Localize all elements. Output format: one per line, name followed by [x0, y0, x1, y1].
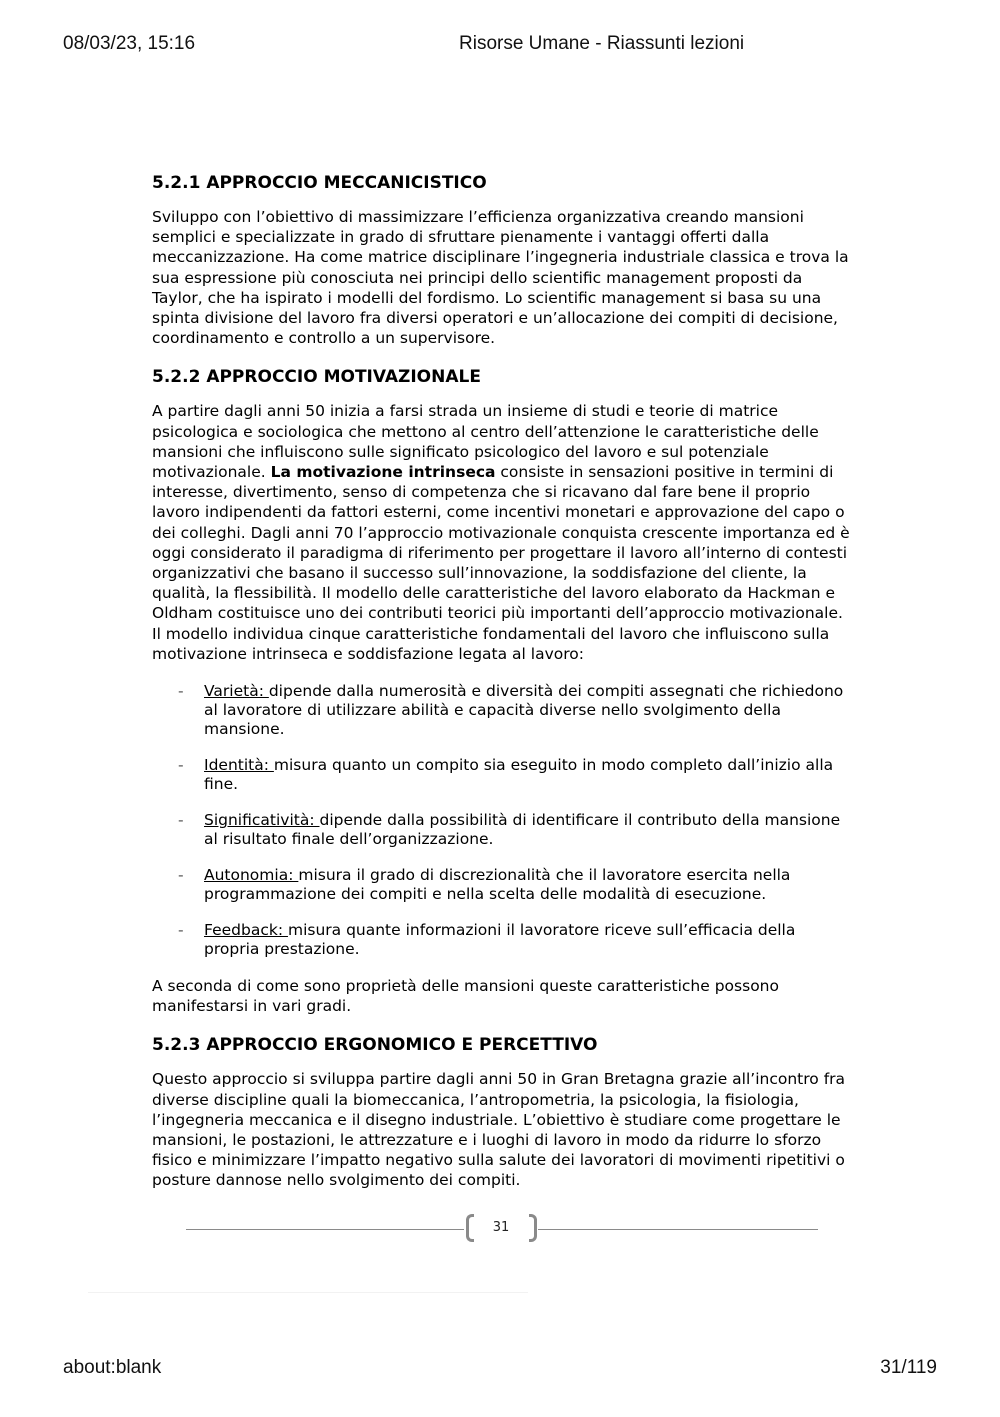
section-heading-5-2-3: 5.2.3 APPROCCIO ERGONOMICO E PERCETTIVO: [152, 1035, 598, 1056]
print-header: [0, 33, 1000, 63]
paragraph-text: consiste in sensazioni positive in termini di interesse, divertimento, senso di competenza che si ricavano dal fare bene il proprio lavoro indipendenti da fattori esterni, come incentivi monetari e approvazione del capo o dei colleghi. Dagli anni 70 l’approccio motivazionale conquista crescente importanza ed è oggi considerato il paradigma di riferimento per progettare il lavoro all’interno di contesti organizzativi che basano il successo sull’innovazione, la soddisfazione del cliente, la qualità, la flessibilità. Il modello delle caratteristiche del lavoro elaborato da Hackman e Oldham costituisce uno dei contributi teorici più importanti dell’approccio motivazionale. Il modello individua cinque caratteristiche fondamentali del lavoro che influiscono sulla motivazione intrinseca e soddisfazione legata al lavoro:: [152, 463, 850, 663]
list-item-term: Feedback:: [204, 921, 288, 940]
list-item: [152, 921, 854, 959]
list-item: [152, 682, 854, 739]
section-paragraph-5-2-2: [152, 401, 854, 664]
job-characteristics-list: [152, 682, 854, 959]
list-item-description: dipende dalla numerosità e diversità dei compiti assegnati che richiedono al lavoratore di utilizzare abilità e capacità diverse nello svolgimento della mansione.: [204, 682, 844, 739]
print-footer: [0, 1357, 1000, 1387]
document-body: [152, 172, 854, 1209]
list-item-description: misura quante informazioni il lavoratore riceve sull’efficacia della propria prestazione.: [204, 921, 796, 959]
list-item: [152, 811, 854, 849]
list-item-term: Autonomia:: [204, 866, 299, 885]
left-bracket-icon: [466, 1214, 474, 1242]
page-number-ornament: [186, 1212, 818, 1248]
section-heading-5-2-1: 5.2.1 APPROCCIO MECCANICISTICO: [152, 173, 487, 193]
list-item: [152, 866, 854, 904]
divider: [88, 1292, 528, 1293]
list-item-description: misura quanto un compito sia eseguito in modo completo dall’inizio alla fine.: [204, 756, 834, 794]
list-item-description: dipende dalla possibilità di identificare il contributo della mansione al risultato finale dell’organizzazione.: [204, 811, 841, 849]
dash-bullet-icon: -: [178, 811, 184, 830]
print-url: about:blank: [63, 1357, 162, 1378]
dash-bullet-icon: -: [178, 682, 184, 701]
divider: [538, 1229, 818, 1230]
divider: [186, 1229, 464, 1230]
dash-bullet-icon: -: [178, 866, 184, 885]
list-item: [152, 756, 854, 794]
paragraph-text: A partire dagli anni 50 inizia a farsi strada un insieme di studi e teorie di matrice psicologica e sociologica che mettono al centro dell’attenzione le caratteristiche delle mansioni che influiscono sulle significato psicologico del lavoro e sul potenziale motivazionale.: [152, 402, 819, 482]
list-item-term: Identità:: [204, 756, 274, 775]
dash-bullet-icon: -: [178, 921, 184, 940]
print-page-count: 31/119: [880, 1357, 937, 1378]
page-number: 31: [492, 1220, 510, 1235]
section-paragraph-5-2-3: Questo approccio si sviluppa partire dagli anni 50 in Gran Bretagna grazie all’incontro fra diverse discipline quali la biomeccanica, l’antropometria, la psicologia, la fisiologia, l’ingegneria meccanica e il disegno industriale. L’obiettivo è studiare come progettare le mansioni, le postazioni, le attrezzature e i luoghi di lavoro in modo da ridurre lo sforzo fisico e minimizzare l’impatto negativo sulla salute dei lavoratori di movimenti ripetitivi o posture dannose nello svolgimento dei compiti.: [152, 1070, 846, 1190]
section-paragraph-5-2-2-closing: A seconda di come sono proprietà delle mansioni queste caratteristiche possono manifestarsi in vari gradi.: [152, 977, 779, 1016]
right-bracket-icon: [529, 1214, 537, 1242]
list-item-term: Significatività:: [204, 811, 320, 830]
dash-bullet-icon: -: [178, 756, 184, 775]
print-document-title: Risorse Umane - Riassunti lezioni: [459, 33, 745, 54]
section-heading-5-2-2: 5.2.2 APPROCCIO MOTIVAZIONALE: [152, 367, 481, 388]
print-datetime: 08/03/23, 15:16: [63, 33, 196, 54]
section-paragraph-5-2-1: Sviluppo con l’obiettivo di massimizzare l’efficienza organizzativa creando mansioni semplici e specializzate in grado di sfruttare pienamente i vantaggi offerti dalla meccanizzazione. Ha come matrice disciplinare l’ingegneria industriale classica e trova la sua espressione più conosciuta nei principi dello scientific management proposti da Taylor, che ha ispirato i modelli del fordismo. Lo scientific management si basa su una spinta divisione del lavoro fra diversi operatori e un’allocazione dei compiti di decisione, coordinamento e controllo a un supervisore.: [152, 208, 849, 348]
bold-term: La motivazione intrinseca: [270, 463, 496, 482]
list-item-description: misura il grado di discrezionalità che il lavoratore esercita nella programmazione dei compiti e nella scelta delle modalità di esecuzione.: [204, 866, 791, 904]
list-item-term: Varietà:: [204, 682, 269, 701]
